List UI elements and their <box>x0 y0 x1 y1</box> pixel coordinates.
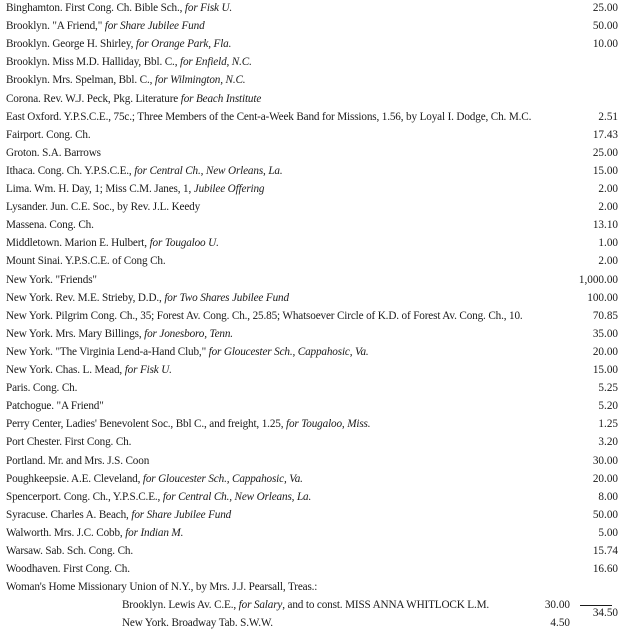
entry-amount: 50.00 <box>592 20 618 33</box>
entry-description <box>6 453 149 470</box>
entry-text: Poughkeepsie. A.E. Cleveland, <box>6 472 143 485</box>
entry-text: Brooklyn. George H. Shirley, <box>6 38 136 51</box>
entry-amount: 17.43 <box>592 128 618 141</box>
entry-description <box>122 597 489 614</box>
entry-text: Fairport. Cong. Ch. <box>6 128 91 141</box>
entry-description <box>6 290 289 307</box>
entry-amount: 30.00 <box>592 454 618 467</box>
entry-amount: 2.00 <box>598 201 618 214</box>
entry-amount: 15.74 <box>592 545 618 557</box>
ledger-row <box>6 253 618 270</box>
entry-amount: 5.25 <box>598 382 618 395</box>
entry-description <box>6 579 317 596</box>
entry-text: Woman's Home Missionary Union of N.Y., by Mrs. J.J. Pearsall, Treas.: <box>6 581 318 594</box>
entry-purpose: for Tougaloo, Miss. <box>286 418 371 431</box>
ledger-row <box>6 507 618 524</box>
entry-purpose: for Wilmington, N.C. <box>154 74 246 87</box>
entry-text: Ithaca. Cong. Ch. Y.P.S.C.E., <box>6 164 135 177</box>
ledger-row <box>6 326 618 343</box>
ledger-row <box>6 525 618 542</box>
entry-description <box>6 163 282 180</box>
entry-text: Brooklyn. Lewis Av. C.E., <box>122 599 239 612</box>
entry-text: New York. Broadway Tab. S.W.W. <box>122 617 273 630</box>
entry-description <box>6 434 131 451</box>
entry-text: New York. "The Virginia Lend-a-Hand Club," <box>6 345 209 358</box>
entry-amount: 35.00 <box>592 327 618 340</box>
entry-text: Portland. Mr. and Mrs. J.S. Coon <box>6 454 150 467</box>
ledger-row <box>6 36 618 53</box>
subtotal-amount: 34.50 <box>592 607 618 619</box>
entry-purpose: for Tougaloo U. <box>149 237 219 250</box>
entry-description <box>6 471 303 488</box>
entry-amount: 50.00 <box>592 508 618 521</box>
entry-purpose: for Two Shares Jubilee Fund <box>164 291 289 304</box>
entry-purpose: for Central Ch., New Orleans, La. <box>134 164 283 177</box>
ledger-row <box>6 380 618 397</box>
entry-text: Lima. Wm. H. Day, 1; Miss C.M. Janes, 1, <box>6 183 194 195</box>
entry-description <box>6 561 130 578</box>
entry-amount: 16.60 <box>592 563 618 576</box>
entry-text: Massena. Cong. Ch. <box>6 219 94 232</box>
ledger-row <box>6 272 618 289</box>
entry-text: Groton. S.A. Barrows <box>6 146 101 159</box>
entry-description <box>6 253 165 270</box>
entry-description <box>6 489 311 506</box>
entry-description <box>6 344 369 361</box>
entry-amount: 20.00 <box>592 345 618 358</box>
entry-amount: 1,000.00 <box>578 273 618 286</box>
entry-text: Middletown. Marion E. Hulbert, <box>6 237 150 250</box>
entry-amount: 70.85 <box>592 309 618 322</box>
entry-description <box>6 272 97 289</box>
entry-amount: 15.00 <box>592 364 618 376</box>
entry-amount: 1.00 <box>598 237 618 250</box>
entry-amount: 8.00 <box>598 490 618 503</box>
entry-description <box>6 54 252 71</box>
entry-text: Binghamton. First Cong. Ch. Bible Sch., <box>6 2 185 14</box>
ledger-row <box>6 217 618 234</box>
entry-description <box>6 36 231 53</box>
entry-text: Walworth. Mrs. J.C. Cobb, <box>6 526 126 539</box>
entry-description <box>6 235 219 252</box>
entry-amount: 5.00 <box>598 526 618 539</box>
entry-purpose: for Share Jubilee Fund <box>104 20 205 33</box>
entry-amount: 20.00 <box>592 472 618 485</box>
entry-purpose: for Gloucester Sch., Cappahosic, Va. <box>142 472 303 485</box>
entry-description <box>6 507 231 524</box>
entry-amount: 3.20 <box>598 436 618 449</box>
entry-text: Corona. Rev. W.J. Peck, Pkg. Literature <box>6 92 181 105</box>
entry-text: Woodhaven. First Cong. Ch. <box>6 563 130 576</box>
entry-purpose: for Gloucester Sch., Cappahosic, Va. <box>208 345 369 358</box>
entry-description <box>6 525 183 542</box>
entry-text: Spencerport. Cong. Ch., Y.P.S.C.E., <box>6 490 163 503</box>
entry-amount: 2.51 <box>598 110 618 123</box>
entry-text: Brooklyn. Mrs. Spelman, Bbl. C., <box>6 74 155 87</box>
ledger-row <box>6 471 618 488</box>
entry-purpose: for Salary <box>238 599 283 612</box>
entry-purpose: for Fisk U. <box>124 364 172 376</box>
ledger-row <box>6 416 618 433</box>
entry-text: New York. Chas. L. Mead, <box>6 364 125 376</box>
ledger-row <box>6 54 618 71</box>
entry-description <box>6 127 90 144</box>
ledger-subrow <box>122 615 570 632</box>
entry-description <box>6 217 94 234</box>
entry-text: New York. Rev. M.E. Strieby, D.D., <box>6 291 165 304</box>
ledger-row <box>6 362 618 379</box>
entry-description <box>6 91 261 108</box>
ledger-row <box>6 561 618 578</box>
ledger-row <box>6 453 618 470</box>
ledger-row <box>6 127 618 144</box>
entry-purpose: for Orange Park, Fla. <box>135 38 232 51</box>
ledger-row <box>6 18 618 35</box>
ledger-row <box>6 434 618 451</box>
entry-text: New York. "Friends" <box>6 273 97 286</box>
entry-text: Mount Sinai. Y.P.S.C.E. of Cong Ch. <box>6 255 166 268</box>
ledger-row <box>6 235 618 252</box>
ledger-row <box>6 543 618 560</box>
entry-purpose: for Fisk U. <box>184 2 233 14</box>
ledger-row <box>6 181 618 198</box>
entry-text: Brooklyn. "A Friend," <box>6 20 105 33</box>
entry-amount: 4.50 <box>550 617 570 630</box>
ledger-row <box>6 290 618 307</box>
entry-description <box>6 398 104 415</box>
ledger-row <box>6 109 618 126</box>
entry-amount: 25.00 <box>592 2 618 14</box>
entry-purpose: for Indian M. <box>125 526 184 539</box>
entry-text: Port Chester. First Cong. Ch. <box>6 436 132 449</box>
entry-amount: 15.00 <box>592 164 618 177</box>
entry-amount: 2.00 <box>598 183 618 195</box>
ledger-row <box>6 308 618 325</box>
entry-purpose: for Beach Institute <box>180 92 262 105</box>
entry-text: Patchogue. "A Friend" <box>6 400 104 413</box>
entry-description <box>6 145 101 162</box>
entry-purpose: for Jonesboro, Tenn. <box>144 327 233 340</box>
entry-purpose: Jubilee Offering <box>193 183 265 195</box>
entry-text: Perry Center, Ladies' Benevolent Soc., Bbl C., and freight, 1.25, <box>6 418 286 431</box>
entry-amount: 13.10 <box>592 219 618 232</box>
entry-description <box>6 543 133 560</box>
entry-amount: 1.25 <box>598 418 618 431</box>
ledger-row <box>6 163 618 180</box>
entry-description <box>6 0 232 17</box>
ledger-row <box>6 489 618 506</box>
entry-text: New York. Pilgrim Cong. Ch., 35; Forest Av. Cong. Ch., 25.85; Whatsoever Circle of K.D. of Forest Av. Cong. Ch., 10. <box>6 309 523 322</box>
entry-description <box>6 380 77 397</box>
entry-description <box>6 362 172 379</box>
ledger-row <box>6 0 618 17</box>
entry-amount: 25.00 <box>592 146 618 159</box>
entry-amount: 100.00 <box>587 291 618 304</box>
entry-text-after: , and to const. MISS ANNA WHITLOCK L.M. <box>282 599 490 612</box>
ledger-row <box>6 199 618 216</box>
entry-amount: 30.00 <box>544 599 570 612</box>
entry-text: Lysander. Jun. C.E. Soc., by Rev. J.L. Keedy <box>6 201 201 214</box>
entry-amount: 2.00 <box>598 255 618 268</box>
entry-purpose: for Share Jubilee Fund <box>131 508 232 521</box>
entry-text: Syracuse. Charles A. Beach, <box>6 508 132 521</box>
entry-description <box>6 326 233 343</box>
ledger-row <box>6 145 618 162</box>
entry-description <box>122 615 273 632</box>
entry-purpose: for Central Ch., New Orleans, La. <box>162 490 312 503</box>
entry-description <box>6 109 531 126</box>
ledger-row <box>6 91 618 108</box>
entry-description <box>6 72 245 89</box>
entry-amount: 5.20 <box>598 400 618 413</box>
ledger-row <box>6 72 618 89</box>
entry-amount: 10.00 <box>592 38 618 51</box>
ledger-subrow <box>122 597 570 614</box>
entry-text: Warsaw. Sab. Sch. Cong. Ch. <box>6 545 134 557</box>
ledger-row <box>6 579 618 596</box>
entry-description <box>6 18 205 35</box>
entry-text: East Oxford. Y.P.S.C.E., 75c.; Three Members of the Cent-a-Week Band for Missions, 1.56, by Loyal I. Dodge, Ch. M.C. <box>6 110 532 123</box>
entry-text: New York. Mrs. Mary Billings, <box>6 327 145 340</box>
ledger-row <box>6 398 618 415</box>
entry-text: Brooklyn. Miss M.D. Halliday, Bbl. C., <box>6 56 180 69</box>
entry-purpose: for Enfield, N.C. <box>180 56 252 69</box>
entry-description <box>6 181 264 198</box>
entry-description <box>6 308 523 325</box>
entry-description <box>6 199 200 216</box>
ledger-row <box>6 344 618 361</box>
entry-text: Paris. Cong. Ch. <box>6 382 78 395</box>
entry-description <box>6 416 370 433</box>
